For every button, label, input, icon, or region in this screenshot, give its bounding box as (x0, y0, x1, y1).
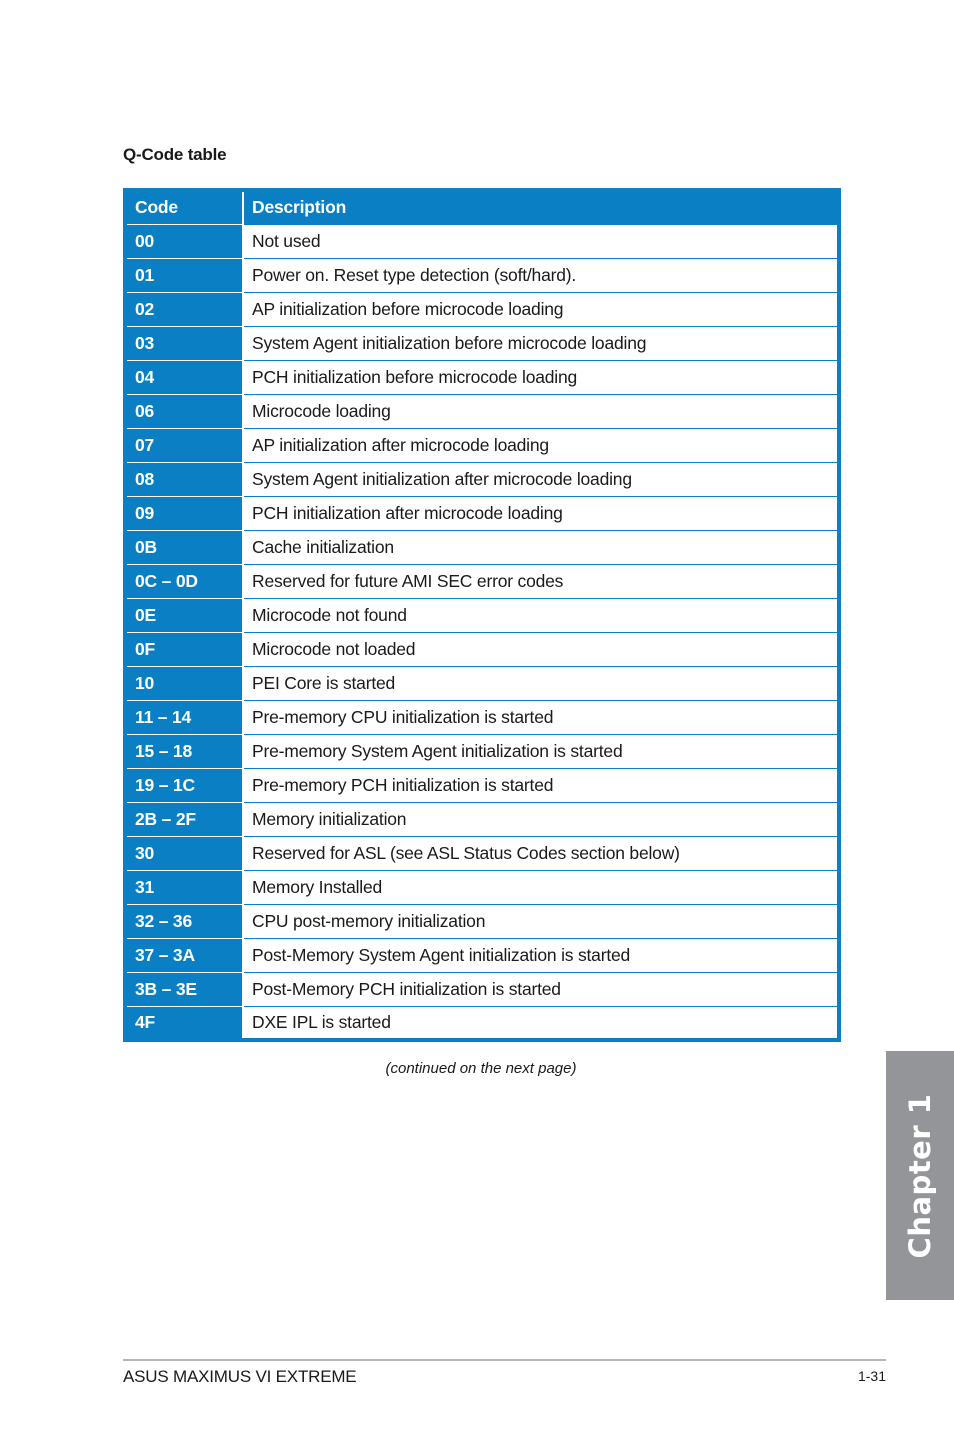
description-column-header: Description (243, 190, 839, 224)
table-row (125, 462, 839, 496)
description-cell: System Agent initialization before microcode loading (243, 326, 839, 360)
qcode-cell: 09 (125, 496, 243, 530)
table-row (125, 938, 839, 972)
table-row (125, 428, 839, 462)
chapter-tab-label: Chapter 1 (903, 1093, 937, 1258)
description-cell: Reserved for ASL (see ASL Status Codes section below) (243, 836, 839, 870)
table-row (125, 564, 839, 598)
qcode-cell: 03 (125, 326, 243, 360)
footer-page-number: 1-31 (857, 1368, 886, 1384)
qcode-cell: 01 (125, 258, 243, 292)
qcode-cell: 00 (125, 224, 243, 258)
description-cell: Microcode not loaded (243, 632, 839, 666)
table-row (125, 496, 839, 530)
table-row (125, 258, 839, 292)
table-row (125, 904, 839, 938)
qcode-cell: 04 (125, 360, 243, 394)
description-cell: CPU post-memory initialization (243, 904, 839, 938)
description-cell: Microcode loading (243, 394, 839, 428)
footer-product-name: ASUS MAXIMUS VI EXTREME (123, 1367, 357, 1386)
qcode-cell: 3B – 3E (125, 972, 243, 1006)
qcode-cell: 32 – 36 (125, 904, 243, 938)
qcode-cell: 0C – 0D (125, 564, 243, 598)
table-row (125, 598, 839, 632)
description-cell: Memory Installed (243, 870, 839, 904)
description-cell: PCH initialization after microcode loading (243, 496, 839, 530)
table-row (125, 768, 839, 802)
description-cell: Pre-memory System Agent initialization is started (243, 734, 839, 768)
qcode-cell: 4F (125, 1006, 243, 1040)
qcode-cell: 37 – 3A (125, 938, 243, 972)
table-row (125, 972, 839, 1006)
description-cell: Pre-memory PCH initialization is started (243, 768, 839, 802)
description-cell: Pre-memory CPU initialization is started (243, 700, 839, 734)
description-cell: Cache initialization (243, 530, 839, 564)
table-row (125, 224, 839, 258)
description-cell: Post-Memory PCH initialization is started (243, 972, 839, 1006)
table-row (125, 700, 839, 734)
qcode-cell: 0E (125, 598, 243, 632)
table-row (125, 734, 839, 768)
table-row (125, 326, 839, 360)
table-row (125, 292, 839, 326)
description-cell: AP initialization after microcode loading (243, 428, 839, 462)
qcode-cell: 19 – 1C (125, 768, 243, 802)
qcode-cell: 08 (125, 462, 243, 496)
qcode-cell: 30 (125, 836, 243, 870)
table-row (125, 870, 839, 904)
chapter-tab (886, 1051, 954, 1300)
description-cell: Not used (243, 224, 839, 258)
qcode-cell: 02 (125, 292, 243, 326)
description-cell: PEI Core is started (243, 666, 839, 700)
code-column-header: Code (125, 190, 243, 224)
qcode-cell: 11 – 14 (125, 700, 243, 734)
qcode-cell: 0F (125, 632, 243, 666)
table-row (125, 360, 839, 394)
table-row (125, 530, 839, 564)
footer-divider (123, 1359, 886, 1361)
description-cell: DXE IPL is started (243, 1006, 839, 1040)
table-header-row (125, 190, 839, 224)
qcode-table (123, 188, 841, 1042)
description-cell: Power on. Reset type detection (soft/hard). (243, 258, 839, 292)
description-cell: Reserved for future AMI SEC error codes (243, 564, 839, 598)
table-row (125, 802, 839, 836)
section-title: Q-Code table (123, 145, 227, 164)
qcode-cell: 10 (125, 666, 243, 700)
description-cell: AP initialization before microcode loading (243, 292, 839, 326)
qcode-cell: 15 – 18 (125, 734, 243, 768)
description-cell: Microcode not found (243, 598, 839, 632)
description-cell: Post-Memory System Agent initialization is started (243, 938, 839, 972)
description-cell: PCH initialization before microcode loading (243, 360, 839, 394)
table-body (125, 224, 839, 1040)
continued-note: (continued on the next page) (385, 1060, 577, 1077)
qcode-cell: 07 (125, 428, 243, 462)
table-row (125, 1006, 839, 1040)
qcode-cell: 2B – 2F (125, 802, 243, 836)
description-cell: Memory initialization (243, 802, 839, 836)
table-row (125, 632, 839, 666)
table-row (125, 666, 839, 700)
qcode-cell: 31 (125, 870, 243, 904)
qcode-cell: 0B (125, 530, 243, 564)
table-row (125, 394, 839, 428)
table-row (125, 836, 839, 870)
qcode-cell: 06 (125, 394, 243, 428)
description-cell: System Agent initialization after microcode loading (243, 462, 839, 496)
